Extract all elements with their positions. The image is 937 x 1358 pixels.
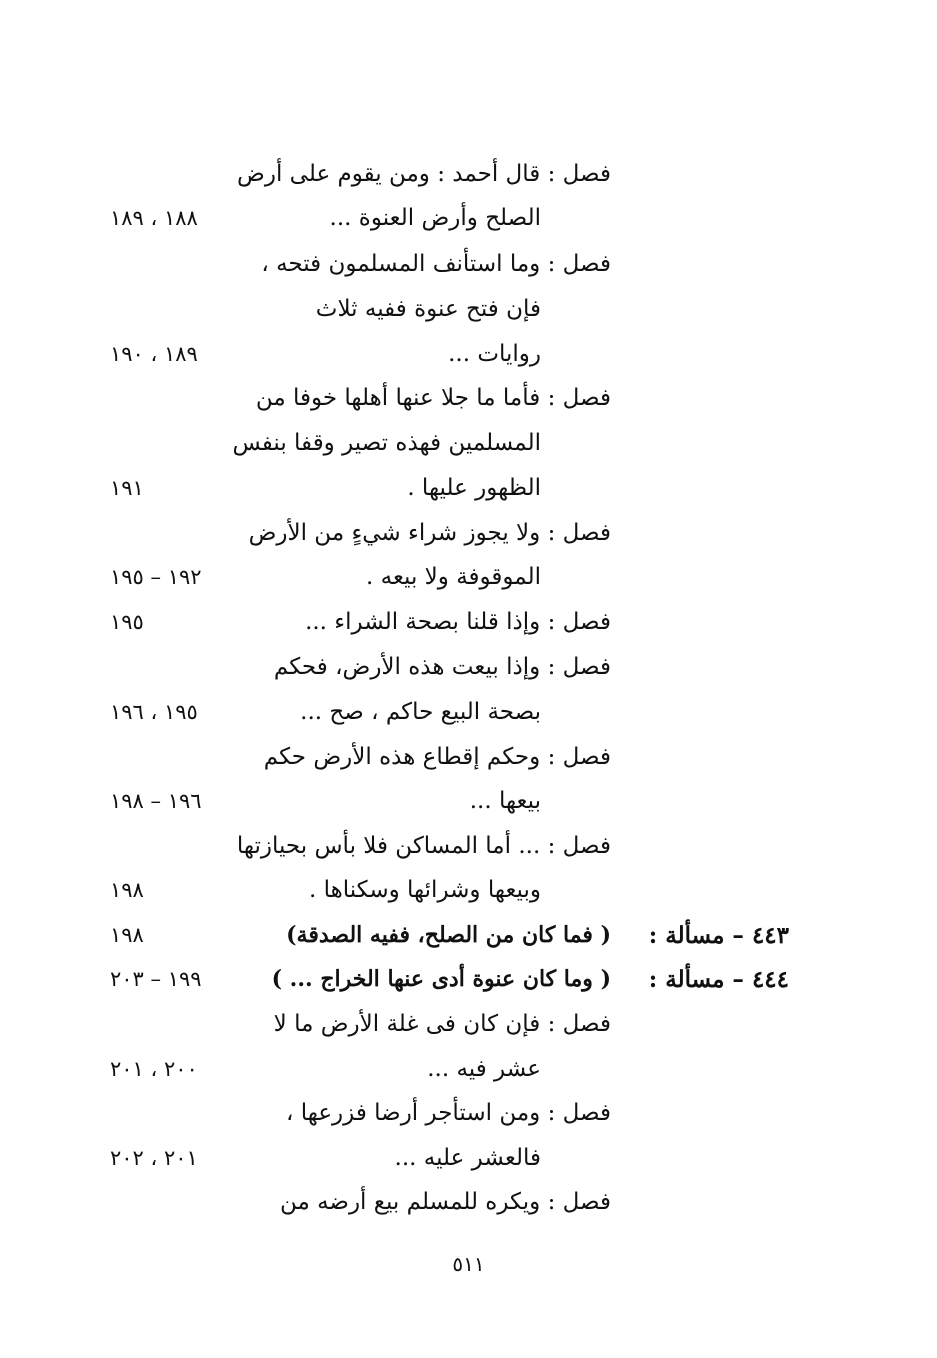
page-reference: ١٩٦ – ١٩٨ xyxy=(110,789,202,813)
entry-line: فصل : فإن كان فى غلة الأرض ما لا xyxy=(273,1011,611,1037)
entry-line: المسلمين فهذه تصير وقفا بنفس xyxy=(232,430,541,456)
page-reference: ١٩٥ ، ١٩٦ xyxy=(110,700,198,724)
page-reference: ٢٠١ ، ٢٠٢ xyxy=(110,1146,198,1170)
entry-line: فالعشر عليه ... xyxy=(394,1145,541,1171)
entry-line: الظهور عليها . xyxy=(407,475,541,501)
entry-line: فإن فتح عنوة ففيه ثلاث xyxy=(315,296,541,322)
entry-line: فصل : وحكم إقطاع هذه الأرض حكم xyxy=(263,744,611,770)
masala-text: ( وما كان عنوة أدى عنها الخراج ... ) xyxy=(271,966,611,992)
entry-line: الصلح وأرض العنوة ... xyxy=(329,205,541,231)
entry-line: وبيعها وشرائها وسكناها . xyxy=(308,877,541,903)
page-reference: ١٨٩ ، ١٩٠ xyxy=(110,342,198,366)
entry-line: فصل : وإذا بيعت هذه الأرض، فحكم xyxy=(273,654,611,680)
entry-line: فصل : ومن استأجر أرضا فزرعها ، xyxy=(285,1100,611,1126)
entry-line: فصل : وما استأنف المسلمون فتحه ، xyxy=(261,251,611,277)
entry-line: بصحة البيع حاكم ، صح ... xyxy=(300,699,541,725)
entry-line: فصل : ... أما المساكن فلا بأس بحيازتها xyxy=(236,833,611,859)
masala-heading: ٤٤٤ – مسألة : xyxy=(648,965,789,993)
entry-line: بيعها ... xyxy=(469,788,541,814)
page-reference: ١٩٩ – ٢٠٣ xyxy=(110,967,202,991)
masala-text: ( فما كان من الصلح، ففيه الصدقة) xyxy=(286,922,611,948)
entry-line: روايات ... xyxy=(448,341,541,367)
page-number: ٥١١ xyxy=(452,1252,485,1276)
page-reference: ١٩٨ xyxy=(110,878,144,902)
entry-line: فصل : ويكره للمسلم بيع أرضه من xyxy=(279,1189,611,1215)
page-reference: ١٩٢ – ١٩٥ xyxy=(110,565,202,589)
masala-heading: ٤٤٣ – مسألة : xyxy=(648,921,789,949)
page-reference: ١٩٥ xyxy=(110,610,144,634)
page-reference: ١٩١ xyxy=(110,476,144,500)
page-reference: ٢٠٠ ، ٢٠١ xyxy=(110,1057,198,1081)
entry-line: الموقوفة ولا بيعه . xyxy=(365,564,541,590)
entry-line: فصل : ولا يجوز شراء شيءٍ من الأرض xyxy=(248,520,611,546)
page-reference: ١٨٨ ، ١٨٩ xyxy=(110,206,198,230)
page-reference: ١٩٨ xyxy=(110,923,144,947)
entry-line: فصل : قال أحمد : ومن يقوم على أرض xyxy=(237,161,611,187)
entry-line: عشر فيه ... xyxy=(427,1056,541,1082)
entry-line: فصل : وإذا قلنا بصحة الشراء ... xyxy=(305,609,611,635)
entry-line: فصل : فأما ما جلا عنها أهلها خوفا من xyxy=(255,385,611,411)
